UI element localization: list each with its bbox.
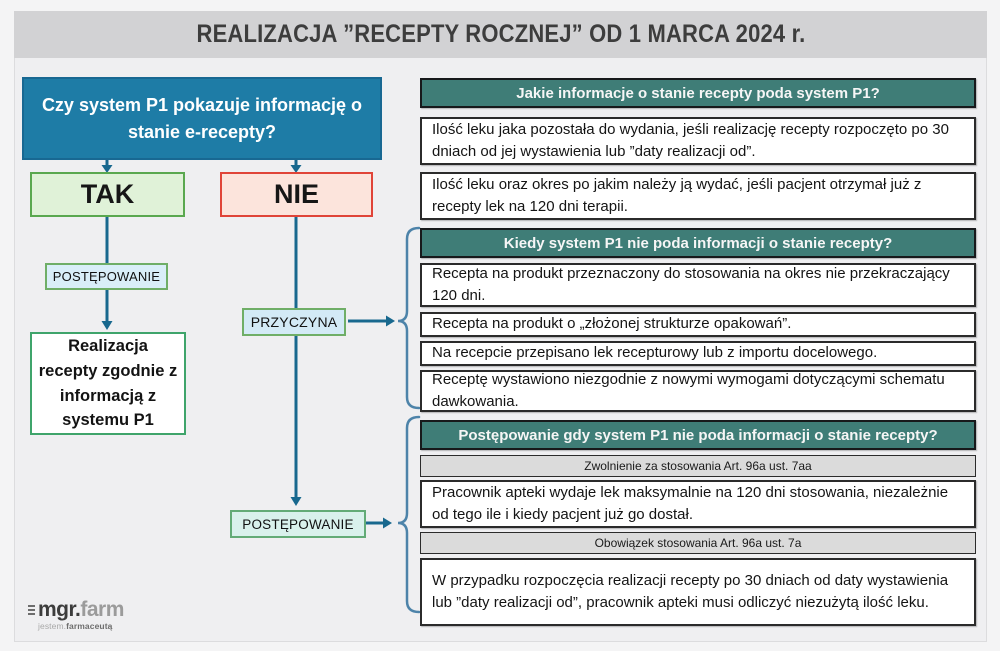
reason-label: PRZYCZYNA: [242, 308, 346, 336]
logo-tagline-light: jestem.: [38, 621, 67, 631]
logo-lines-icon: [28, 605, 35, 615]
page-title: REALIZACJA ”RECEPTY ROCZNEJ” OD 1 MARCA 2024 r.: [196, 20, 805, 48]
mgr-farm-logo: [28, 599, 124, 631]
section-2-header: Kiedy system P1 nie poda informacji o stanie recepty?: [420, 228, 976, 258]
section-1-item-2: Ilość leku oraz okres po jakim należy ją wydać, jeśli pacjent otrzymał już z recepty lek na 120 dni terapii.: [420, 172, 976, 220]
logo-brand: [38, 599, 124, 620]
section-3-item-1: Pracownik apteki wydaje lek maksymalnie na 120 dni stosowania, niezależnie od tego ile i kiedy pacjent już go dostał.: [420, 480, 976, 528]
section-2-item-1: Recepta na produkt przeznaczony do stosowania na okres nie przekraczający 120 dni.: [420, 263, 976, 307]
logo-brand-bold: mgr.: [38, 598, 81, 621]
logo-brand-light: farm: [80, 598, 124, 621]
yes-result-box: Realizacja recepty zgodnie z informacją z systemu P1: [30, 332, 186, 435]
section-2-item-2: Recepta na produkt o „złożonej strukturze opakowań”.: [420, 312, 976, 337]
info-sections: [420, 78, 976, 626]
section-2-item-4: Receptę wystawiono niezgodnie z nowymi wymogami dotyczącymi schematu dawkowania.: [420, 370, 976, 412]
no-box: NIE: [220, 172, 373, 217]
logo-tagline: [38, 621, 124, 631]
section-3-header: Postępowanie gdy system P1 nie poda informacji o stanie recepty?: [420, 420, 976, 450]
section-3-subheader-1: Zwolnienie za stosowania Art. 96a ust. 7aa: [420, 455, 976, 477]
section-3-item-2: W przypadku rozpoczęcia realizacji recepty po 30 dniach od daty wystawienia lub ”daty realizacji od”, pracownik apteki musi odliczyć niezużytą ilość leku.: [420, 558, 976, 626]
logo-tagline-bold: farmaceutą: [66, 621, 113, 631]
question-box: Czy system P1 pokazuje informację o stanie e-recepty?: [22, 77, 382, 160]
section-1-header: Jakie informacje o stanie recepty poda system P1?: [420, 78, 976, 108]
section-3-subheader-2: Obowiązek stosowania Art. 96a ust. 7a: [420, 532, 976, 554]
procedure-label-yes-branch: POSTĘPOWANIE: [45, 263, 168, 290]
yes-box: TAK: [30, 172, 185, 217]
title-bar: [14, 11, 987, 58]
procedure-label-no-branch: POSTĘPOWANIE: [230, 510, 366, 538]
section-1-item-1: Ilość leku jaka pozostała do wydania, jeśli realizację recepty rozpoczęto po 30 dniach od jej wystawienia lub ”daty realizacji od”.: [420, 117, 976, 165]
section-2-item-3: Na recepcie przepisano lek recepturowy lub z importu docelowego.: [420, 341, 976, 366]
